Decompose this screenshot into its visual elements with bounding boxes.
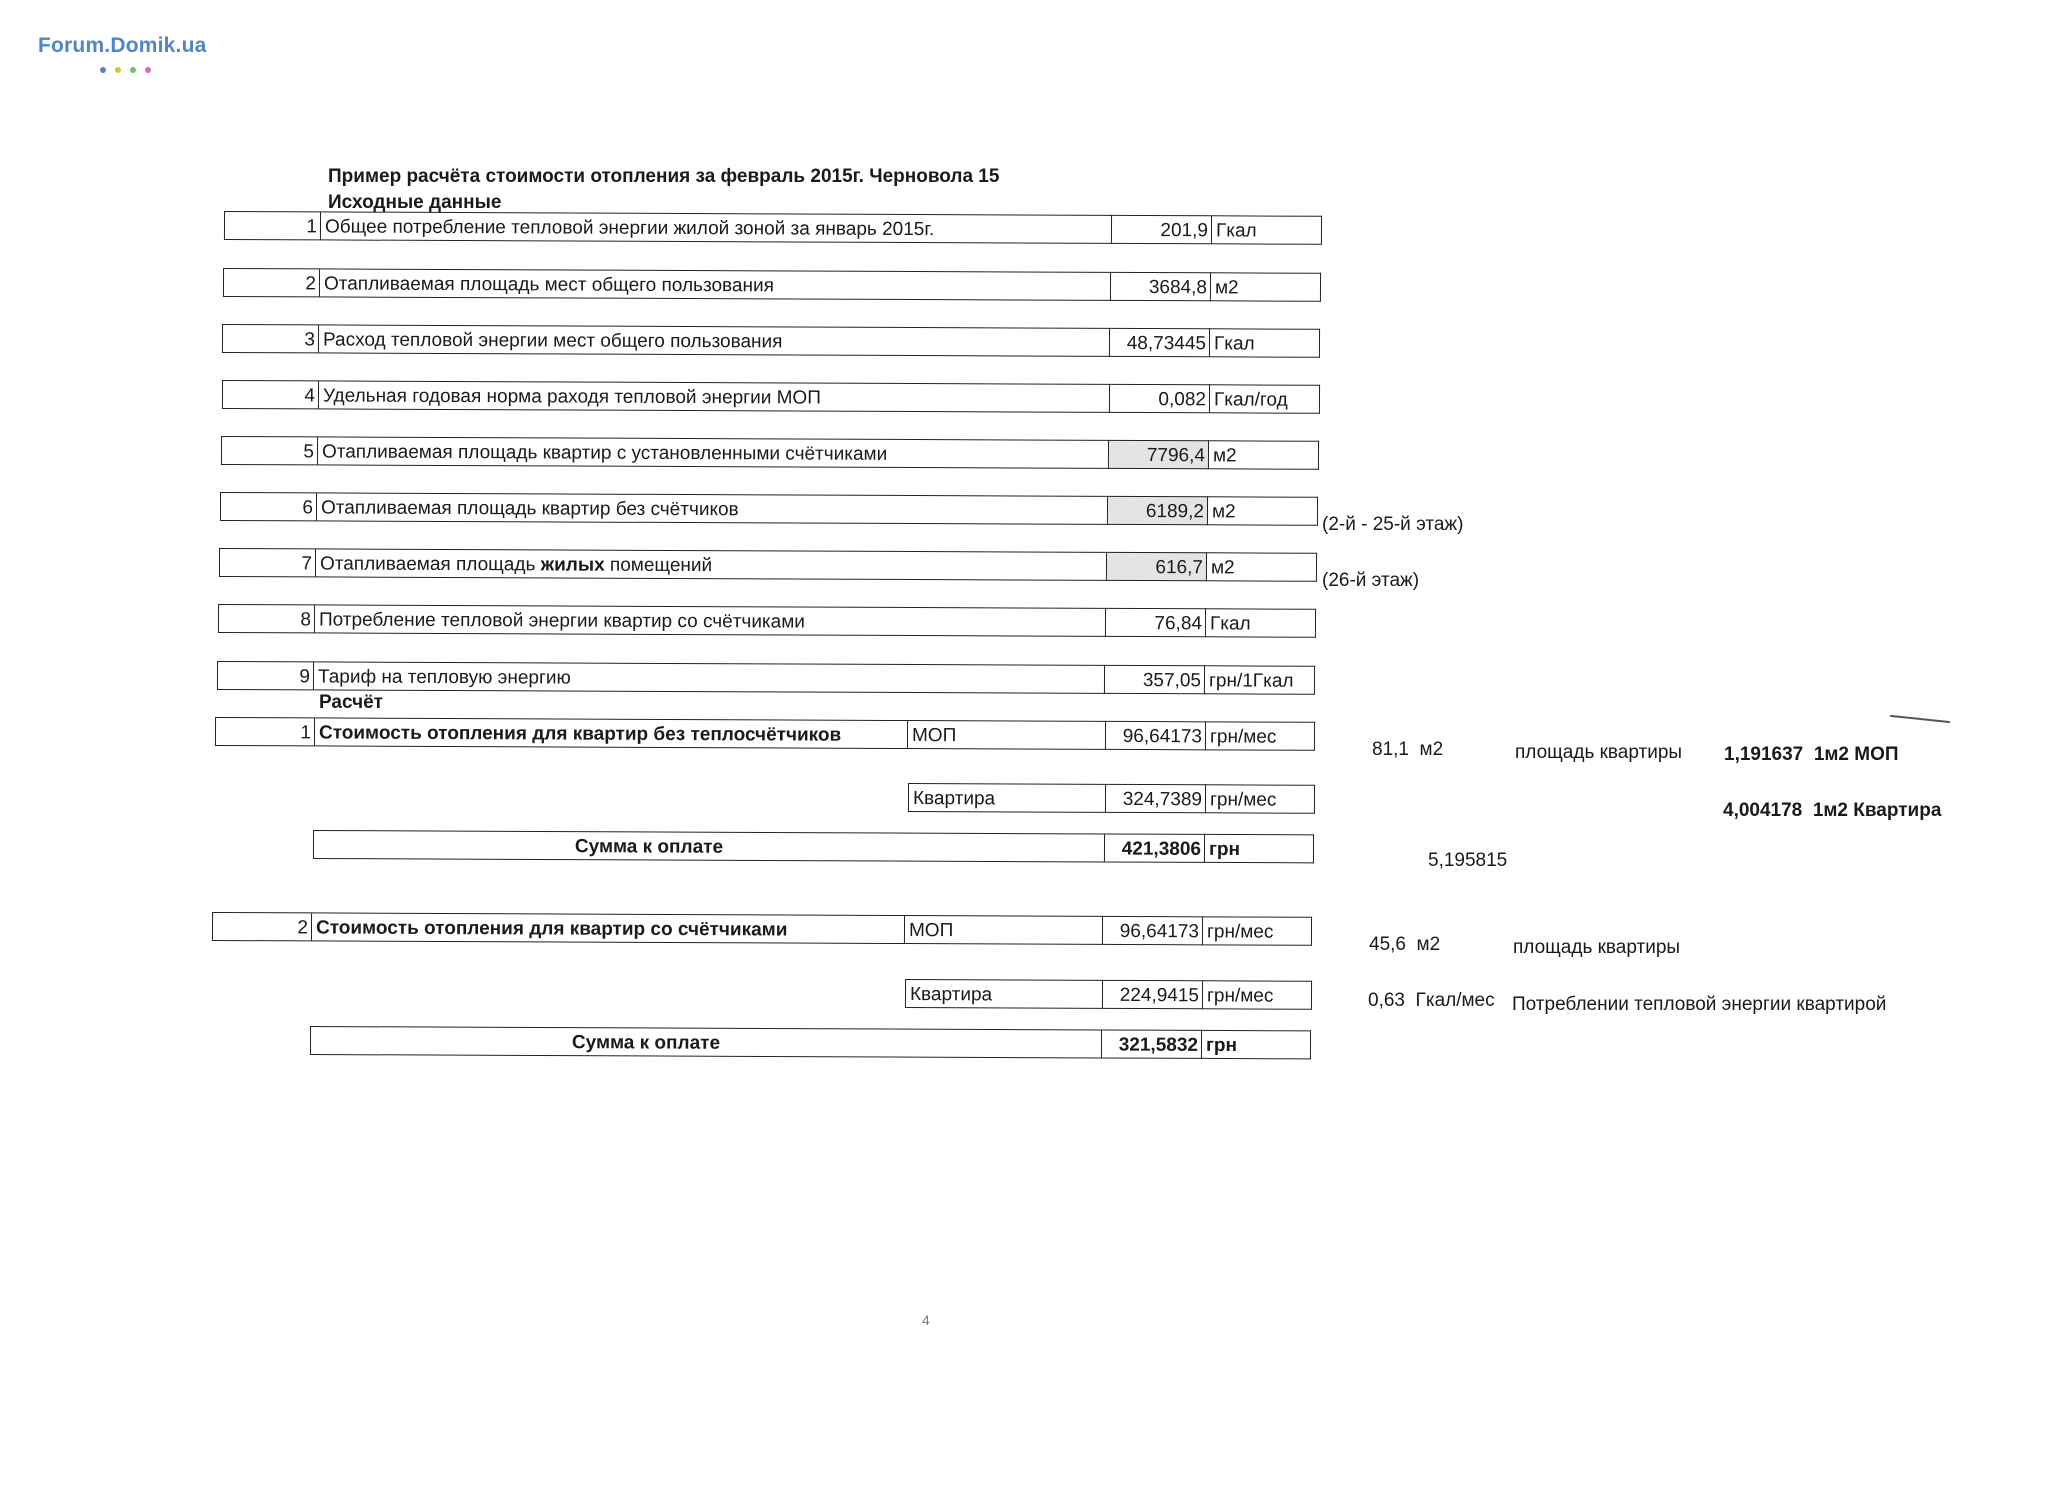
side-area-label: площадь квартиры	[1513, 937, 1681, 958]
side-area-value: 45,6	[1369, 934, 1406, 955]
row-unit: Гкал	[1210, 328, 1320, 357]
side-flat-rate-label: 1м2 Квартира	[1812, 800, 1942, 821]
calc-subrow	[908, 783, 1318, 814]
source-row	[219, 548, 1319, 582]
side-consumption-value: 0,63	[1368, 990, 1405, 1011]
watermark-dot	[115, 67, 121, 73]
page-mark: 4	[922, 1312, 930, 1328]
source-row	[222, 324, 1322, 358]
calc-unit: грн/мес	[1203, 980, 1312, 1009]
row-unit: Гкал	[1212, 215, 1322, 244]
side-area-value: 81,1	[1372, 739, 1409, 760]
row-unit: Гкал	[1206, 608, 1316, 637]
sum-unit: грн	[1202, 1030, 1311, 1059]
row-number: 7	[219, 548, 316, 577]
row-description-part: помещений	[604, 554, 713, 577]
calc-type-label: Квартира	[908, 783, 1106, 813]
row-unit: грн/1Гкал	[1205, 665, 1315, 694]
source-row	[222, 380, 1322, 414]
side-mop-rate-value: 1,191637	[1724, 744, 1804, 765]
source-row	[223, 268, 1323, 302]
row-note: (26-й этаж)	[1322, 570, 1420, 591]
sum-label: Сумма к оплате	[310, 1026, 1102, 1058]
side-area-unit: м2	[1419, 739, 1444, 760]
source-row	[217, 661, 1317, 695]
row-number: 1	[224, 211, 321, 240]
side-area	[1372, 739, 1443, 761]
row-unit: м2	[1207, 552, 1317, 581]
row-unit: м2	[1209, 440, 1319, 469]
row-number: 8	[218, 604, 315, 633]
row-description: Общее потребление тепловой энергии жилой зоной за январь 2015г.	[321, 211, 1112, 243]
row-number: 2	[223, 268, 320, 297]
row-description: Расход тепловой энергии мест общего пользования	[319, 324, 1110, 356]
calc-row	[215, 717, 1315, 751]
row-unit: м2	[1208, 496, 1318, 525]
row-number: 9	[217, 661, 314, 690]
sum-row	[313, 830, 1315, 863]
row-number: 4	[222, 380, 319, 409]
row-description	[316, 548, 1107, 580]
document-title: Пример расчёта стоимости отопления за февраль 2015г. Черновола 15	[328, 166, 1000, 187]
side-flat-rate	[1723, 800, 1941, 822]
calc-type-label: Квартира	[905, 979, 1103, 1009]
calc-value: 324,7389	[1106, 784, 1206, 813]
row-value: 76,84	[1106, 608, 1206, 637]
side-area-label: площадь квартиры	[1515, 742, 1683, 763]
calc-number: 1	[215, 717, 315, 746]
side-area-unit: м2	[1416, 934, 1441, 955]
source-row	[220, 492, 1320, 526]
side-consumption-label: Потреблении тепловой энергии квартирой	[1512, 994, 1887, 1015]
row-description: Отапливаемая площадь квартир с установленными счётчиками	[318, 436, 1109, 468]
sum-label: Сумма к оплате	[313, 830, 1105, 862]
source-row	[218, 604, 1318, 638]
watermark-dot	[130, 67, 136, 73]
section-calc-heading: Расчёт	[319, 692, 383, 713]
sum-value: 321,5832	[1102, 1029, 1202, 1058]
row-value: 616,7	[1107, 552, 1207, 581]
row-value: 357,05	[1105, 665, 1205, 694]
row-unit: Гкал/год	[1210, 384, 1320, 413]
section-source-heading: Исходные данные	[328, 192, 502, 213]
calc-unit: грн/мес	[1206, 784, 1315, 813]
row-note: (2-й - 25-й этаж)	[1322, 514, 1464, 535]
side-total-rate: 5,195815	[1428, 850, 1508, 871]
calc-value: 224,9415	[1103, 980, 1203, 1009]
row-description: Отапливаемая площадь квартир без счётчиков	[317, 492, 1108, 524]
calc-type-label: МОП	[905, 915, 1103, 945]
row-description-part: Отапливаемая площадь	[319, 553, 541, 576]
row-value: 48,73445	[1110, 328, 1210, 357]
row-description: Потребление тепловой энергии квартир со счётчиками	[315, 604, 1106, 636]
side-mop-rate-label: 1м2 МОП	[1813, 744, 1899, 765]
calc-type-label: МОП	[908, 720, 1106, 750]
sum-unit: грн	[1205, 834, 1314, 863]
pen-stroke	[1890, 715, 1950, 723]
sum-value: 421,3806	[1105, 833, 1205, 862]
row-number: 6	[220, 492, 317, 521]
sum-row	[310, 1026, 1312, 1059]
watermark-logo: Forum.Domik.ua	[38, 34, 207, 57]
watermark-dots	[100, 60, 160, 78]
row-description: Отапливаемая площадь мест общего пользования	[320, 268, 1111, 300]
side-consumption	[1368, 990, 1495, 1012]
row-description-emphasis: жилых	[540, 554, 605, 576]
side-area	[1369, 934, 1440, 956]
row-value: 3684,8	[1111, 272, 1211, 301]
row-value: 6189,2	[1108, 496, 1208, 525]
calc-subrow	[905, 979, 1315, 1010]
calc-description: Стоимость отопления для квартир со счётчиками	[312, 912, 905, 944]
calc-number: 2	[212, 912, 312, 941]
row-description: Удельная годовая норма раходя тепловой энергии МОП	[319, 380, 1110, 412]
side-flat-rate-value: 4,004178	[1723, 800, 1803, 821]
calc-description: Стоимость отопления для квартир без теплосчётчиков	[315, 717, 908, 749]
row-value: 0,082	[1110, 384, 1210, 413]
calc-unit: грн/мес	[1206, 721, 1315, 750]
source-row	[221, 436, 1321, 470]
side-mop-rate	[1724, 744, 1899, 766]
row-description: Тариф на тепловую энергию	[314, 661, 1105, 693]
watermark-dot	[145, 67, 151, 73]
row-number: 5	[221, 436, 318, 465]
calc-value: 96,64173	[1103, 916, 1203, 945]
row-value: 201,9	[1112, 215, 1212, 244]
side-consumption-unit: Гкал/мес	[1415, 990, 1495, 1011]
watermark-dot	[100, 67, 106, 73]
row-number: 3	[222, 324, 319, 353]
row-value: 7796,4	[1109, 440, 1209, 469]
calc-value: 96,64173	[1106, 721, 1206, 750]
source-row	[224, 211, 1324, 245]
calc-unit: грн/мес	[1203, 916, 1312, 945]
calc-row	[212, 912, 1312, 946]
row-unit: м2	[1211, 272, 1321, 301]
